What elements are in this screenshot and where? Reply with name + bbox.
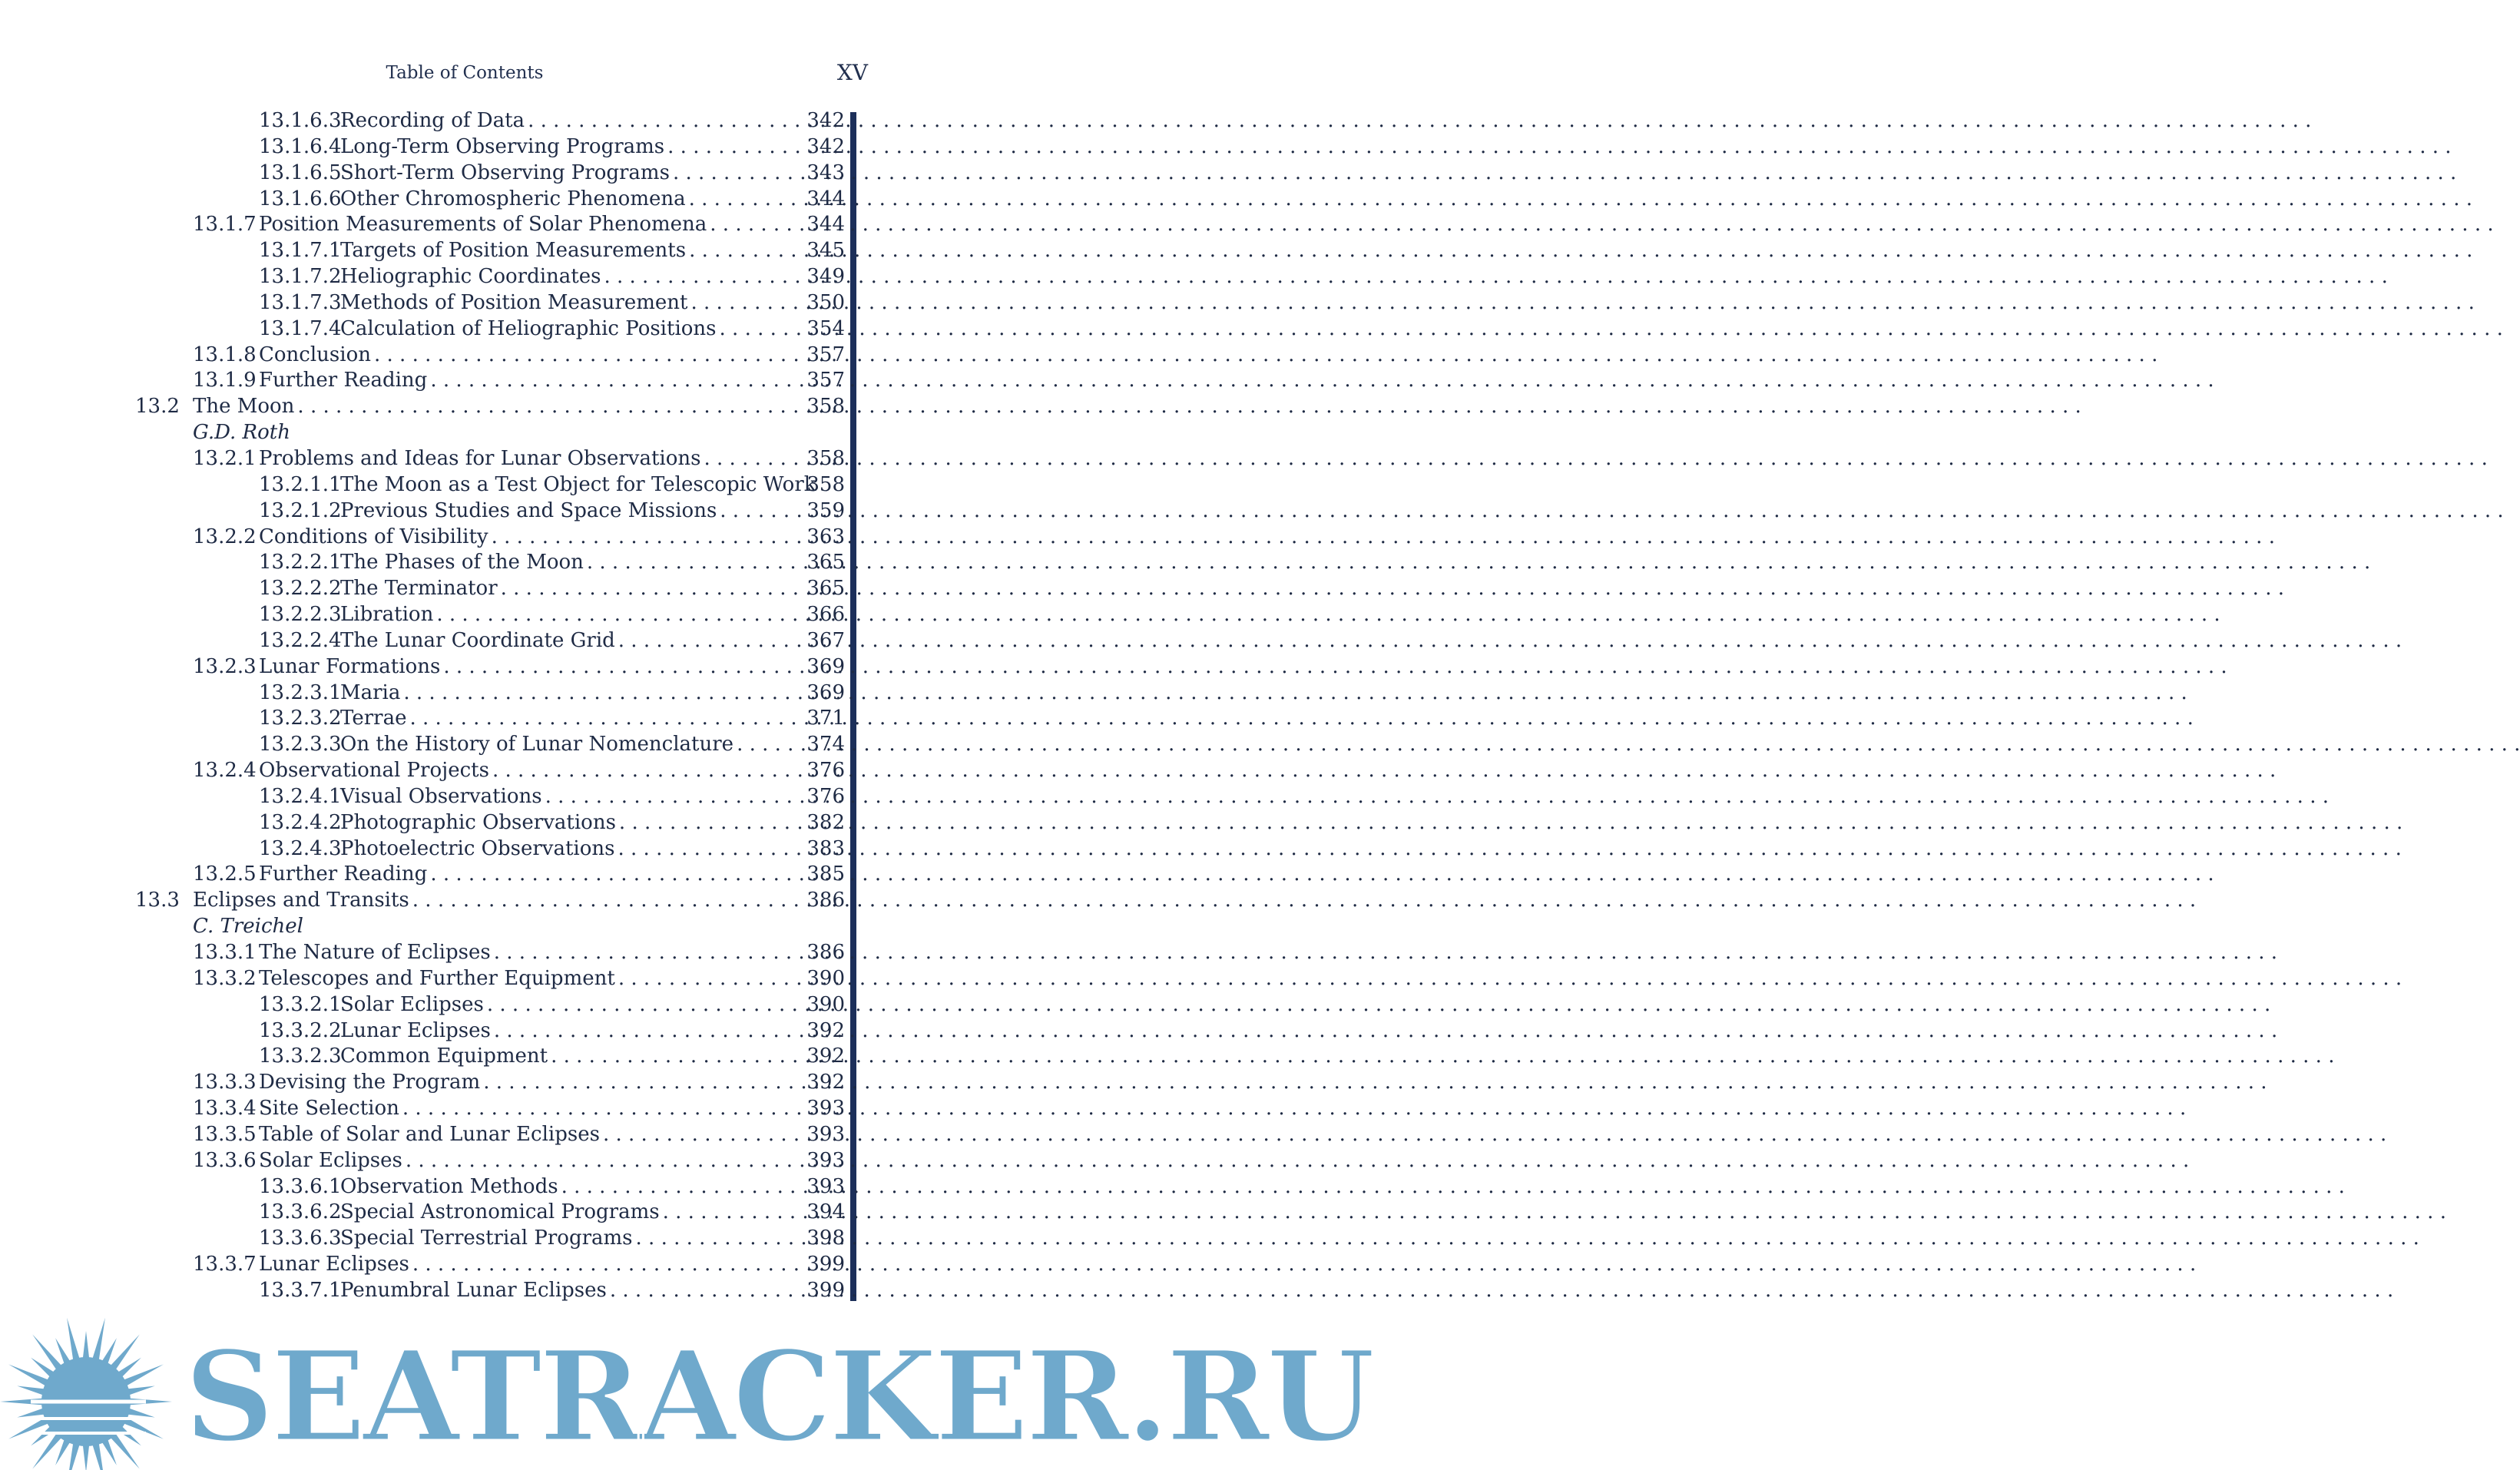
author-line <box>0 914 845 940</box>
section-number: 13.1.7.1 <box>259 238 342 264</box>
dot-leader <box>710 212 2493 238</box>
dot-leader <box>673 161 2456 187</box>
section-title: Calculation of Heliographic Positions <box>340 316 720 343</box>
section-number: 13.3.6.2 <box>259 1200 342 1226</box>
toc-entry <box>0 1096 845 1122</box>
toc-entry <box>0 264 845 290</box>
section-number: 13.2.2.4 <box>259 628 342 654</box>
section-title: Site Selection <box>259 1096 402 1122</box>
section-title-with-leader <box>340 784 799 810</box>
toc-entry <box>0 498 845 525</box>
page-ref: 344 <box>806 187 845 213</box>
dot-leader <box>430 862 2214 888</box>
toc-entry <box>0 576 845 602</box>
page-ref: 358 <box>806 446 845 472</box>
page-ref: 359 <box>806 498 845 525</box>
section-number: 13.2.1 <box>193 446 257 472</box>
page-ref: 393 <box>806 1096 845 1122</box>
toc-entry <box>0 836 845 862</box>
page-ref: 365 <box>806 576 845 602</box>
page-ref: 376 <box>806 758 845 784</box>
toc-entry <box>0 758 845 784</box>
section-number: 13.3.6.3 <box>259 1226 342 1252</box>
section-title: On the History of Lunar Nomenclature <box>340 732 737 758</box>
section-number: 13.2.4 <box>193 758 257 784</box>
section-number: 13.3.4 <box>193 1096 257 1122</box>
section-title-with-leader <box>340 836 799 862</box>
toc-entry <box>0 238 845 264</box>
section-title: The Terminator <box>340 576 501 602</box>
section-title-with-leader <box>340 576 799 602</box>
dot-leader <box>704 446 2487 472</box>
toc-entry <box>0 108 845 134</box>
dot-leader <box>618 836 2401 862</box>
page-ref: 365 <box>806 550 845 576</box>
section-number: 13.1.8 <box>193 343 257 369</box>
dot-leader <box>720 316 2503 343</box>
section-title-with-leader <box>259 1122 799 1148</box>
toc-entry <box>0 1278 845 1304</box>
toc-entry <box>0 784 845 810</box>
section-title-with-leader <box>259 862 799 888</box>
section-title-with-leader <box>259 1252 799 1278</box>
toc-entry <box>0 394 845 420</box>
dot-leader <box>528 108 2311 134</box>
section-title: Conditions of Visibility <box>259 525 492 551</box>
section-title-with-leader <box>340 187 799 213</box>
section-title-with-leader <box>340 1018 799 1045</box>
section-number: 13.3.1 <box>193 940 257 966</box>
section-title-with-leader <box>340 680 799 707</box>
section-title-with-leader <box>340 316 799 343</box>
dot-leader <box>619 810 2402 836</box>
section-title: Further Reading <box>259 862 430 888</box>
dot-leader <box>587 550 2370 576</box>
toc-entry <box>0 940 845 966</box>
page-ref: 344 <box>806 212 845 238</box>
page-ref: 392 <box>806 1044 845 1070</box>
section-number: 13.1.7.2 <box>259 264 342 290</box>
section-title-with-leader <box>340 1044 799 1070</box>
section-title: Previous Studies and Space Missions <box>340 498 720 525</box>
dot-leader <box>720 498 2503 525</box>
section-title-with-leader <box>259 940 799 966</box>
toc-entry <box>0 1252 845 1278</box>
section-title: Lunar Eclipses <box>259 1252 412 1278</box>
page-ref: 394 <box>806 1200 845 1226</box>
page-number: XV <box>799 60 868 85</box>
section-title-with-leader <box>340 498 799 525</box>
page-ref: 390 <box>806 992 845 1018</box>
page-ref: 390 <box>806 966 845 992</box>
section-title: Photoelectric Observations <box>340 836 618 862</box>
section-number: 13.3.5 <box>193 1122 257 1148</box>
toc-entry <box>0 810 845 836</box>
section-number: 13.2.5 <box>193 862 257 888</box>
section-title: Solar Eclipses <box>340 992 487 1018</box>
section-title-with-leader <box>340 706 799 732</box>
section-title-with-leader <box>340 550 799 576</box>
section-title-with-leader <box>340 161 799 187</box>
section-title-with-leader <box>259 966 799 992</box>
section-number: 13.2.2.3 <box>259 602 342 628</box>
dot-leader <box>412 1252 2196 1278</box>
section-title: Observational Projects <box>259 758 492 784</box>
section-title: Table of Solar and Lunar Eclipses <box>259 1122 603 1148</box>
running-header-title: Table of Contents <box>0 63 929 83</box>
section-number: 13.2.1.2 <box>259 498 342 525</box>
section-title: Common Equipment <box>340 1044 551 1070</box>
toc-entry <box>0 134 845 161</box>
page-ref: 385 <box>806 862 845 888</box>
section-title: Special Terrestrial Programs <box>340 1226 636 1252</box>
dot-leader <box>667 134 2451 161</box>
section-title-with-leader <box>259 1148 799 1174</box>
page-ref: 392 <box>806 1018 845 1045</box>
section-number: 13.3.7.1 <box>259 1278 342 1304</box>
section-number: 13.3.6.1 <box>259 1174 342 1200</box>
page-ref: 357 <box>806 343 845 369</box>
page-ref: 363 <box>806 525 845 551</box>
page-ref: 371 <box>806 706 845 732</box>
dot-leader <box>403 680 2187 707</box>
dot-leader <box>737 732 2520 758</box>
toc-entry <box>0 862 845 888</box>
section-number: 13.2.3 <box>193 654 257 680</box>
section-number: 13.3.2.2 <box>259 1018 342 1045</box>
dot-leader <box>494 940 2277 966</box>
section-title-with-leader <box>259 758 799 784</box>
section-title: Visual Observations <box>340 784 545 810</box>
dot-leader <box>636 1226 2419 1252</box>
author-line <box>0 420 845 446</box>
section-title: Heliographic Coordinates <box>340 264 604 290</box>
section-title-with-leader <box>259 343 799 369</box>
sun-logo-icon <box>0 1306 184 1464</box>
toc-entry <box>0 316 845 343</box>
dot-leader <box>501 576 2284 602</box>
toc-entry <box>0 212 845 238</box>
section-title: The Phases of the Moon <box>340 550 587 576</box>
page-ref: 357 <box>806 368 845 394</box>
section-title: Terrae <box>340 706 409 732</box>
page-ref: 358 <box>806 394 845 420</box>
section-number: 13.3.2.3 <box>259 1044 342 1070</box>
page-ref: 386 <box>806 940 845 966</box>
dot-leader <box>689 187 2472 213</box>
section-title-with-leader <box>340 1200 799 1226</box>
page-ref: 382 <box>806 810 845 836</box>
section-title-with-leader <box>193 394 799 420</box>
page-ref: 374 <box>806 732 845 758</box>
section-number: 13.3 <box>135 888 180 914</box>
section-title: The Moon <box>193 394 297 420</box>
dot-leader <box>618 628 2402 654</box>
toc-entry <box>0 1200 845 1226</box>
section-number: 13.1.6.4 <box>259 134 342 161</box>
dot-leader <box>483 1070 2267 1096</box>
dot-leader <box>689 238 2472 264</box>
dot-leader <box>402 1096 2186 1122</box>
section-title: Position Measurements of Solar Phenomena <box>259 212 710 238</box>
section-title-with-leader <box>259 654 799 680</box>
dot-leader <box>610 1278 2393 1304</box>
section-number: 13.2.3.2 <box>259 706 342 732</box>
toc-entry <box>0 1070 845 1096</box>
toc-entry <box>0 1226 845 1252</box>
section-number: 13.1.7.4 <box>259 316 342 343</box>
section-title-with-leader <box>340 992 799 1018</box>
toc-entry <box>0 628 845 654</box>
section-number: 13.3.7 <box>193 1252 257 1278</box>
section-title-with-leader <box>340 1278 799 1304</box>
section-title-with-leader <box>340 602 799 628</box>
section-title: Telescopes and Further Equipment <box>259 966 618 992</box>
dot-leader <box>492 758 2276 784</box>
page-ref: 358 <box>806 472 845 498</box>
page-ref: 393 <box>806 1122 845 1148</box>
section-number: 13.1.7.3 <box>259 290 342 316</box>
page-ref: 398 <box>806 1226 845 1252</box>
section-title: Conclusion <box>259 343 374 369</box>
dot-leader <box>618 966 2402 992</box>
section-title: Lunar Eclipses <box>340 1018 494 1045</box>
toc-entry <box>0 1174 845 1200</box>
section-title: Devising the Program <box>259 1070 483 1096</box>
table-of-contents <box>0 108 845 1304</box>
section-title-with-leader <box>340 134 799 161</box>
section-title: Libration <box>340 602 436 628</box>
section-number: 13.1.7 <box>193 212 257 238</box>
page-ref: 392 <box>806 1070 845 1096</box>
page-ref: 386 <box>806 888 845 914</box>
section-number: 13.2.2.1 <box>259 550 342 576</box>
page-ref: 369 <box>806 654 845 680</box>
section-number: 13.2.3.3 <box>259 732 342 758</box>
toc-entry <box>0 706 845 732</box>
dot-leader <box>492 525 2275 551</box>
toc-entry <box>0 1018 845 1045</box>
section-title-with-leader <box>259 446 799 472</box>
toc-entry <box>0 680 845 707</box>
section-title: Maria <box>340 680 403 707</box>
section-title: Eclipses and Transits <box>193 888 412 914</box>
page-ref: 369 <box>806 680 845 707</box>
section-title-with-leader <box>340 732 799 758</box>
dot-leader <box>412 888 2196 914</box>
page-ref: 376 <box>806 784 845 810</box>
toc-entry <box>0 161 845 187</box>
toc-entry <box>0 550 845 576</box>
toc-entry <box>0 343 845 369</box>
section-number: 13.3.2.1 <box>259 992 342 1018</box>
page-ref: 342 <box>806 134 845 161</box>
section-title: Recording of Data <box>340 108 528 134</box>
dot-leader <box>406 1148 2189 1174</box>
section-title-with-leader <box>340 108 799 134</box>
sun-ray <box>91 1318 105 1364</box>
section-number: 13.3.6 <box>193 1148 257 1174</box>
section-title-with-leader <box>259 212 799 238</box>
section-number: 13.2.4.3 <box>259 836 342 862</box>
page-ref: 383 <box>806 836 845 862</box>
section-number: 13.2 <box>135 394 180 420</box>
section-number: 13.2.4.1 <box>259 784 342 810</box>
toc-entry <box>0 446 845 472</box>
section-number: 13.1.9 <box>193 368 257 394</box>
toc-entry <box>0 1044 845 1070</box>
section-number: 13.2.4.2 <box>259 810 342 836</box>
section-title: Other Chromospheric Phenomena <box>340 187 689 213</box>
section-title: The Moon as a Test Object for Telescopic Work <box>340 472 820 498</box>
section-title: The Nature of Eclipses <box>259 940 494 966</box>
section-title: Long-Term Observing Programs <box>340 134 667 161</box>
toc-entry <box>0 472 845 498</box>
page-ref: 393 <box>806 1148 845 1174</box>
section-number: 13.1.6.3 <box>259 108 342 134</box>
dot-leader <box>409 706 2193 732</box>
section-title: Methods of Position Measurement <box>340 290 690 316</box>
section-title: Special Astronomical Programs <box>340 1200 663 1226</box>
section-title: The Lunar Coordinate Grid <box>340 628 618 654</box>
page-ref: 366 <box>806 602 845 628</box>
section-number: 13.2.1.1 <box>259 472 342 498</box>
dot-leader <box>494 1018 2277 1045</box>
toc-entry <box>0 732 845 758</box>
section-title: Penumbral Lunar Eclipses <box>340 1278 610 1304</box>
section-title: Lunar Formations <box>259 654 443 680</box>
page-ref: 399 <box>806 1252 845 1278</box>
section-number: 13.3.2 <box>193 966 257 992</box>
section-title-with-leader <box>193 888 799 914</box>
toc-entry <box>0 888 845 914</box>
section-title: Problems and Ideas for Lunar Observations <box>259 446 704 472</box>
section-number: 13.1.6.6 <box>259 187 342 213</box>
page-ref: 343 <box>806 161 845 187</box>
page-ref: 354 <box>806 316 845 343</box>
section-title: Targets of Position Measurements <box>340 238 689 264</box>
dot-leader <box>603 1122 2386 1148</box>
page-ref: 367 <box>806 628 845 654</box>
section-title: Photographic Observations <box>340 810 619 836</box>
section-title-with-leader <box>340 1174 799 1200</box>
page-ref: 399 <box>806 1278 845 1304</box>
section-title: Solar Eclipses <box>259 1148 406 1174</box>
section-title-with-leader <box>259 1096 799 1122</box>
dot-leader <box>430 368 2214 394</box>
page-ref: 350 <box>806 290 845 316</box>
toc-entry <box>0 187 845 213</box>
section-title: Short-Term Observing Programs <box>340 161 673 187</box>
section-title-with-leader <box>340 1226 799 1252</box>
section-title-with-leader <box>340 238 799 264</box>
dot-leader <box>297 394 2081 420</box>
page-ref: 345 <box>806 238 845 264</box>
section-title-with-leader <box>340 472 799 498</box>
section-number: 13.3.3 <box>193 1070 257 1096</box>
section-title-with-leader <box>259 525 799 551</box>
section-title-with-leader <box>340 264 799 290</box>
section-title-with-leader <box>259 368 799 394</box>
section-number: 13.2.2 <box>193 525 257 551</box>
section-title-with-leader <box>340 628 799 654</box>
dot-leader <box>487 992 2270 1018</box>
toc-entry <box>0 290 845 316</box>
toc-entry <box>0 602 845 628</box>
section-title: Further Reading <box>259 368 430 394</box>
section-number: 13.2.3.1 <box>259 680 342 707</box>
dot-leader <box>436 602 2220 628</box>
toc-entry <box>0 992 845 1018</box>
toc-entry <box>0 966 845 992</box>
toc-entry <box>0 368 845 394</box>
dot-leader <box>374 343 2157 369</box>
dot-leader <box>604 264 2387 290</box>
toc-entry <box>0 654 845 680</box>
section-title-with-leader <box>340 290 799 316</box>
author-name: C. Treichel <box>193 914 303 940</box>
watermark-text: SEATRACKER.RU <box>184 1335 1167 1459</box>
section-number: 13.2.2.2 <box>259 576 342 602</box>
dot-leader <box>663 1200 2446 1226</box>
dot-leader <box>443 654 2227 680</box>
section-title-with-leader <box>259 1070 799 1096</box>
section-number: 13.1.6.5 <box>259 161 342 187</box>
toc-entry <box>0 1148 845 1174</box>
section-title: Observation Methods <box>340 1174 561 1200</box>
sun-ray <box>67 1318 81 1364</box>
dot-leader <box>690 290 2474 316</box>
page-ref: 349 <box>806 264 845 290</box>
toc-entry <box>0 525 845 551</box>
section-title-with-leader <box>340 810 799 836</box>
page-ref: 342 <box>806 108 845 134</box>
author-name: G.D. Roth <box>193 420 290 446</box>
toc-entry <box>0 1122 845 1148</box>
page-ref: 393 <box>806 1174 845 1200</box>
